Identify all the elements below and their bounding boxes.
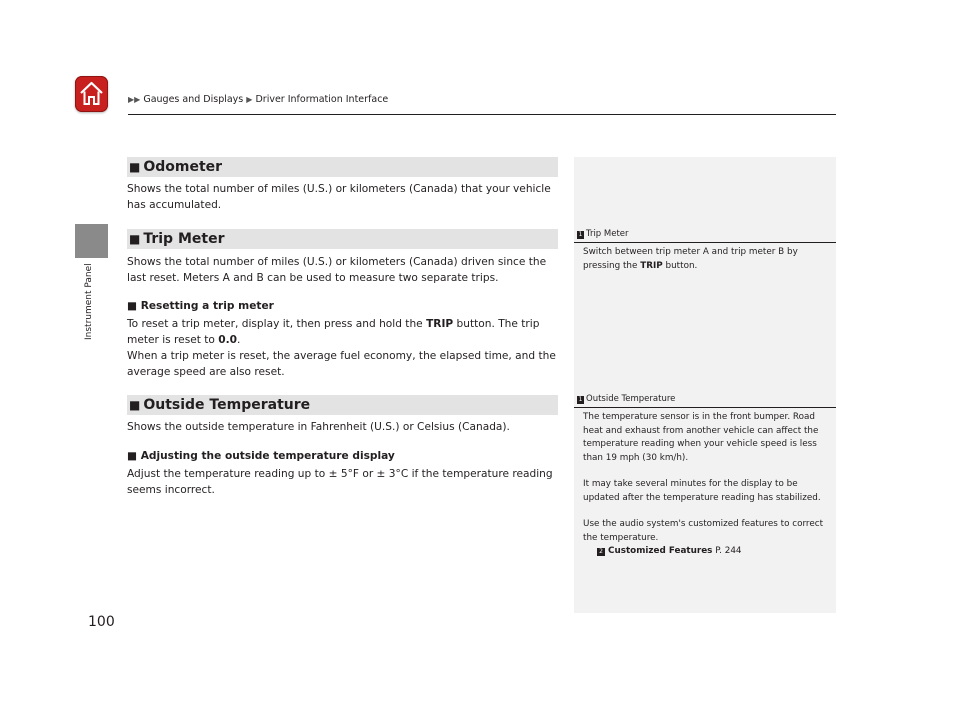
cross-reference-link[interactable]: 2 Customized Features P. 244 — [597, 545, 831, 559]
section-heading-odometer: ■ Odometer — [127, 157, 558, 177]
home-icon — [78, 80, 105, 108]
section-label: Instrument Panel — [84, 263, 94, 340]
section-heading-trip-meter: ■ Trip Meter — [127, 229, 558, 249]
breadcrumb-item[interactable]: Driver Information Interface — [255, 94, 389, 105]
reset-value: 0.0 — [218, 334, 238, 346]
section-heading-outside-temperature: ■ Outside Temperature — [127, 395, 558, 415]
note-title-trip-meter: 1 Trip Meter — [578, 229, 629, 239]
reference-arrow-icon: 2 — [597, 548, 605, 556]
note-marker-icon: 1 — [578, 231, 583, 238]
trip-meter-text: Shows the total number of miles (U.S.) or kilometers (Canada) driven since the last reset. Meters A and B can be used to measure two separate trips. — [127, 256, 547, 284]
note-divider — [574, 407, 836, 408]
note-marker-icon: 1 — [578, 396, 583, 403]
outside-temperature-text: Shows the outside temperature in Fahrenheit (U.S.) or Celsius (Canada). — [127, 421, 510, 433]
breadcrumb — [128, 94, 388, 105]
reset-trip-meter-text: To reset a trip meter, display it, then press and hold the TRIP button. The trip meter is reset to 0.0. When a trip meter is reset, the average fuel economy, the elapsed time, and the average speed are also reset. — [127, 318, 556, 378]
square-bullet-icon: ■ — [129, 232, 141, 246]
subheading-reset-trip-meter: ■ Resetting a trip meter — [127, 300, 274, 312]
note-outside-temperature-text: The temperature sensor is in the front bumper. Road heat and exhaust from another vehicle can affect the temperature reading when your vehicle speed is less than 19 mph (30 km/h). It may take several minutes for the display to be updated after the temperature reading has stabilized. Use the audio system's customized features to correct the temperature. 2 Customized Features P. 244 — [583, 411, 831, 559]
chevron-right-icon: ▶ — [246, 95, 253, 104]
section-tab-marker — [75, 224, 108, 258]
note-title-outside-temperature: 1 Outside Temperature — [578, 394, 676, 404]
square-bullet-icon: ■ — [129, 160, 141, 174]
trip-button-label: TRIP — [426, 318, 454, 330]
note-trip-meter-text: Switch between trip meter A and trip meter B by pressing the TRIP button. — [583, 247, 798, 271]
subheading-adjust-temperature: ■ Adjusting the outside temperature display — [127, 450, 395, 462]
page-number: 100 — [88, 614, 115, 630]
adjust-temperature-text: Adjust the temperature reading up to ± 5°F or ± 3°C if the temperature reading seems incorrect. — [127, 468, 553, 496]
square-bullet-icon: ■ — [127, 300, 138, 312]
square-bullet-icon: ■ — [127, 450, 138, 462]
header-divider — [128, 114, 836, 115]
odometer-text: Shows the total number of miles (U.S.) or kilometers (Canada) that your vehicle has accumulated. — [127, 183, 551, 211]
home-button[interactable] — [75, 76, 108, 112]
breadcrumb-item[interactable]: Gauges and Displays — [143, 94, 244, 105]
note-divider — [574, 242, 836, 243]
square-bullet-icon: ■ — [129, 398, 141, 412]
chevron-right-icon: ▶▶ — [128, 95, 141, 104]
